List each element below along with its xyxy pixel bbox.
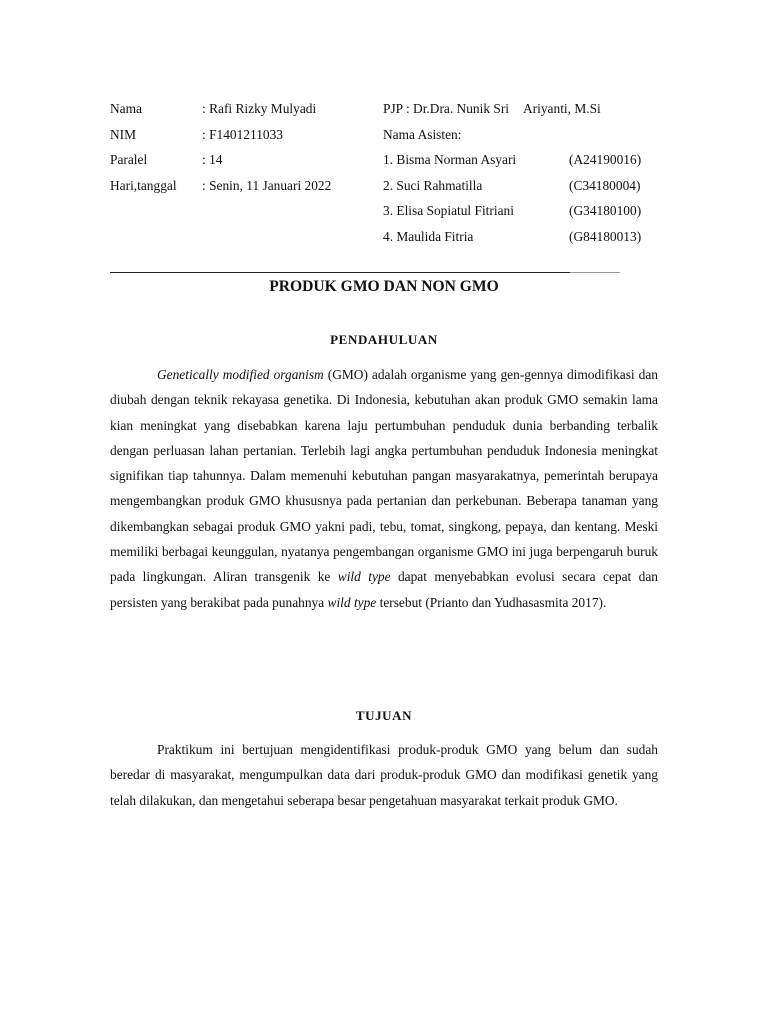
italic-term: Genetically modified organism: [157, 367, 324, 382]
field-row-hari-tanggal: [110, 178, 331, 204]
assistant-id: (C34180004): [569, 177, 641, 193]
field-value: : Senin, 11 Januari 2022: [202, 177, 332, 193]
paragraph-tujuan: Praktikum ini bertujuan mengidentifikasi produk-produk GMO yang belum dan sudah beredar di masyarakat, mengumpulkan data dari produk-produk GMO dan modifikasi genetik yang telah dilakukan, dan mengetahui seberapa besar pengetahuan masyarakat terkait produk GMO.: [110, 742, 658, 808]
field-label: Nama: [110, 101, 142, 116]
field-row-nim: [110, 127, 331, 153]
field-value: : F1401211033: [202, 126, 283, 142]
assistants-label: Nama Asisten:: [383, 126, 462, 142]
pjp-line: [383, 101, 641, 127]
italic-term: wild type: [327, 594, 377, 610]
assistant-id: (G84180013): [569, 228, 642, 244]
pjp-label: PJP :: [383, 101, 410, 116]
assistant-name: 4. Maulida Fitria: [383, 228, 474, 244]
pjp-name: Dr.Dra. Nunik Sri: [413, 101, 510, 116]
assistant-row: [383, 229, 641, 255]
assistant-row: [383, 178, 641, 204]
field-label: Paralel: [110, 152, 148, 167]
field-label: NIM: [110, 126, 137, 142]
assistant-name: 3. Elisa Sopiatul Fitriani: [383, 203, 514, 218]
field-value: : Rafi Rizky Mulyadi: [202, 101, 317, 116]
field-value: : 14: [202, 152, 223, 167]
student-info: [110, 101, 331, 203]
assistant-row: [383, 203, 641, 229]
paragraph-text: dapat menyebabkan evolusi secara cepat dan persisten yang berakibat pada punahnya: [110, 569, 659, 610]
supervisor-info: [383, 101, 641, 254]
assistant-id: (A24190016): [569, 152, 642, 167]
document-title: PRODUK GMO DAN NON GMO: [269, 278, 499, 295]
paragraph-text: (GMO) adalah organisme yang gen-gennya dimodifikasi dan diubah dengan teknik rekayasa genetika. Di Indonesia, kebutuhan akan produk GMO semakin lama kian meningkat yang disebabkan karena laju pertumbuhan penduduk dunia berbanding terbalik dengan perluasan lahan pertanian. Terlebih lagi angka pertumbuhan penduduk Indonesia meningkat signifikan tiap tahunnya. Dalam memenuhi kebutuhan pangan masyarakatnya, pemerintah berupaya mengembangkan produk GMO khususnya pada pertanian dan perkebunan. Beberapa tanaman yang dikembangkan sebagai produk GMO yakni padi, tebu, tomat, singkong, pepaya, dan kentang. Meski memiliki berbagai keunggulan, nyatanya pengembangan organisme GMO ini juga berpengaruh buruk pada lingkungan. Aliran transgenik ke: [110, 367, 659, 585]
paragraph-pendahuluan: [110, 362, 658, 615]
field-label: Hari,tanggal: [110, 177, 177, 193]
assistant-name: 2. Suci Rahmatilla: [383, 177, 483, 193]
field-row-paralel: [110, 152, 331, 178]
pjp-name-continued: Ariyanti, M.Si: [523, 101, 601, 116]
assistant-name: 1. Bisma Norman Asyari: [383, 152, 517, 167]
italic-term: wild type: [337, 569, 391, 585]
assistant-id: (G34180100): [569, 203, 642, 218]
paragraph-text: tersebut (Prianto dan Yudhasasmita 2017).: [376, 594, 607, 610]
section-heading-pendahuluan: PENDAHULUAN: [330, 332, 438, 347]
section-heading-tujuan: TUJUAN: [355, 708, 413, 723]
header-divider-strong: [110, 272, 570, 273]
field-row-nama: [110, 101, 331, 127]
assistant-row: [383, 152, 641, 178]
